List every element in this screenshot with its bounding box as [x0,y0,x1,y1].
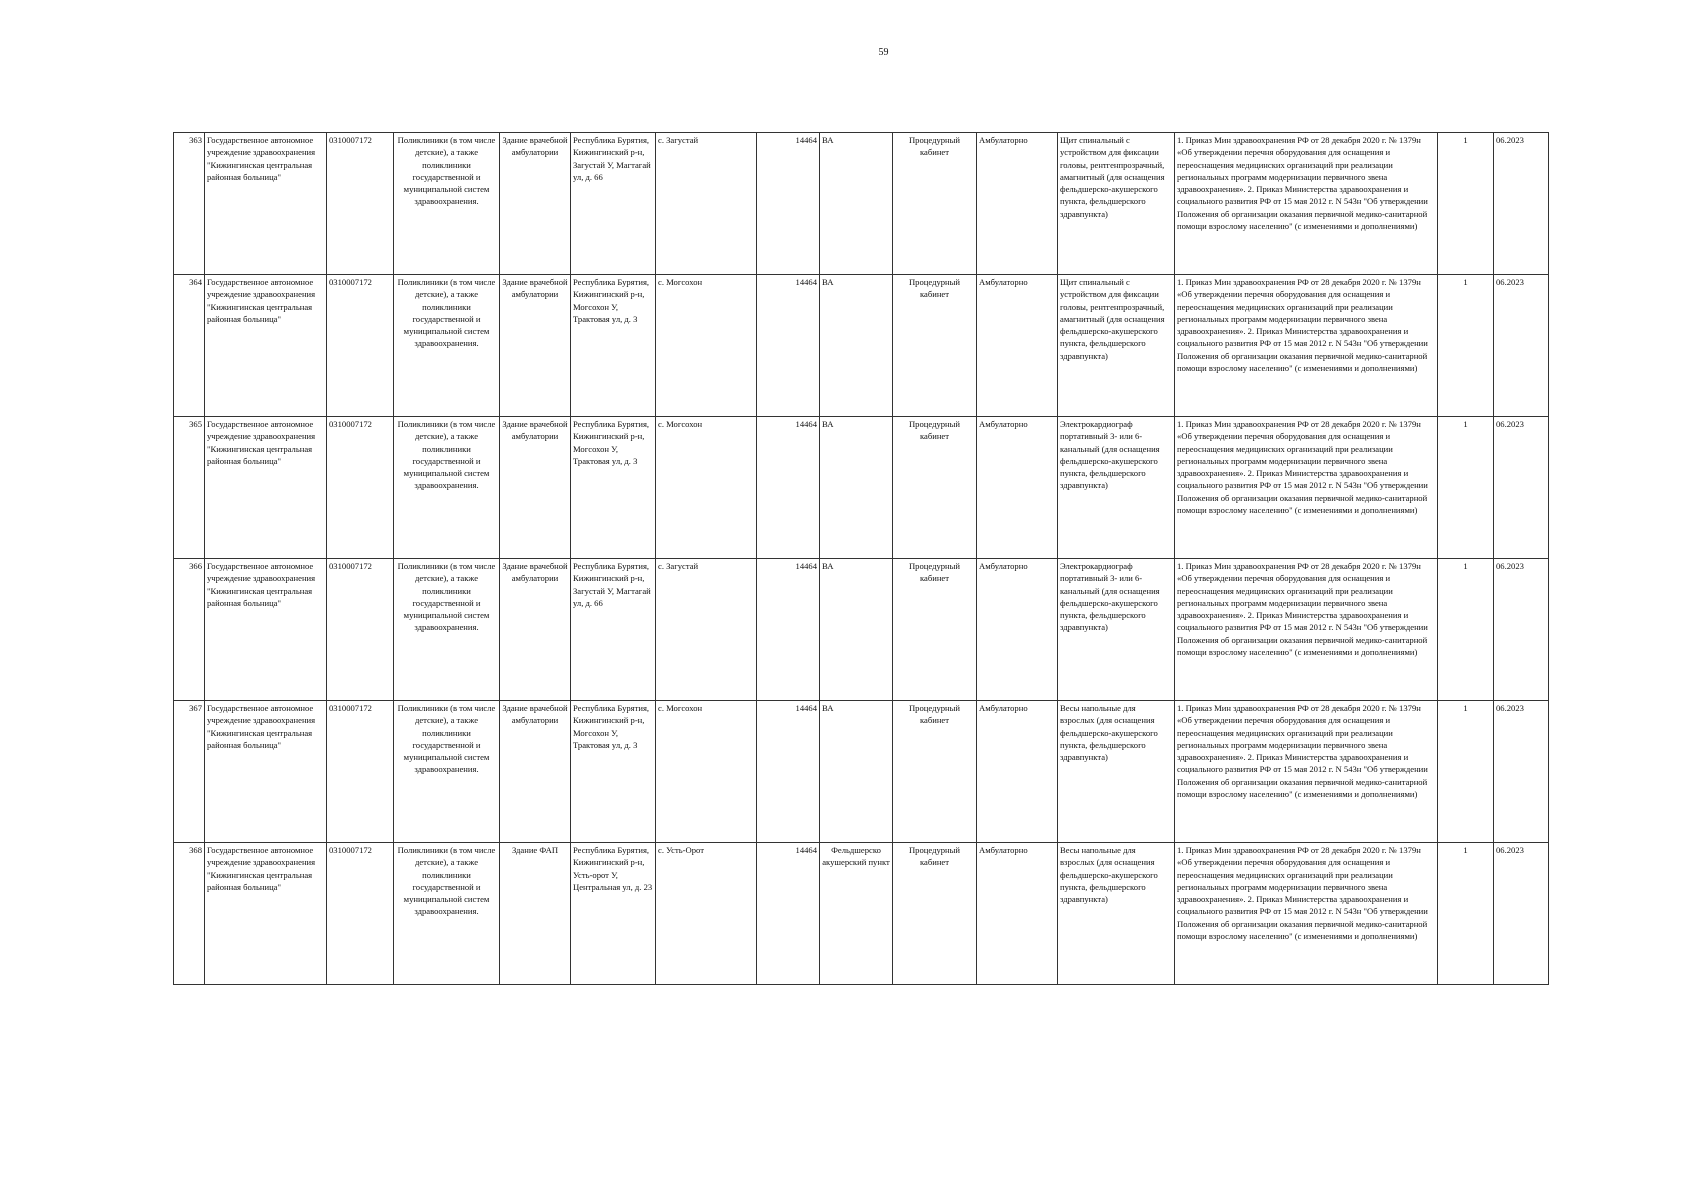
code: 14464 [757,701,820,843]
address: Республика Бурятия, Кижингинский р-н, Усть-орот У, Центральная ул, д. 23 [571,843,656,985]
date: 06.2023 [1494,559,1549,701]
organization-name: Государственное автономное учреждение здравоохранения "Кижингинская центральная районная больница" [205,275,327,417]
organization-name: Государственное автономное учреждение здравоохранения "Кижингинская центральная районная больница" [205,843,327,985]
settlement: с. Могсохон [656,417,757,559]
care-type: Амбулаторно [977,417,1058,559]
table-row [174,701,1549,843]
date: 06.2023 [1494,701,1549,843]
legal-basis: 1. Приказ Мин здравоохранения РФ от 28 декабря 2020 г. № 1379н «Об утверждении перечня оборудования для оснащения и переоснащения медицинских организаций при реализации региональных программ модернизации первичного звена здравоохранения». 2. Приказ Министерства здравоохранения и социального развития РФ от 15 мая 2012 г. N 543н "Об утверждении Положения об организации оказания первичной медико-санитарной помощи взрослому населению" (с изменениями и дополнениями) [1175,843,1438,985]
quantity: 1 [1438,559,1494,701]
settlement: с. Загустай [656,133,757,275]
legal-basis: 1. Приказ Мин здравоохранения РФ от 28 декабря 2020 г. № 1379н «Об утверждении перечня оборудования для оснащения и переоснащения медицинских организаций при реализации региональных программ модернизации первичного звена здравоохранения». 2. Приказ Министерства здравоохранения и социального развития РФ от 15 мая 2012 г. N 543н "Об утверждении Положения об организации оказания первичной медико-санитарной помощи взрослому населению" (с изменениями и дополнениями) [1175,559,1438,701]
cabinet: Процедурный кабинет [893,417,977,559]
cabinet: Процедурный кабинет [893,133,977,275]
unit: ВА [820,417,893,559]
code: 14464 [757,559,820,701]
unit: ВА [820,133,893,275]
row-number: 363 [174,133,205,275]
address: Республика Бурятия, Кижингинский р-н, Могсохон У, Трактовая ул, д. 3 [571,417,656,559]
cabinet: Процедурный кабинет [893,559,977,701]
settlement: с. Могсохон [656,275,757,417]
cabinet: Процедурный кабинет [893,701,977,843]
organization-name: Государственное автономное учреждение здравоохранения "Кижингинская центральная районная больница" [205,559,327,701]
equipment: Весы напольные для взрослых (для оснащения фельдшерско-акушерского пункта, фельдшерского здравпункта) [1058,843,1175,985]
unit: ВА [820,701,893,843]
building: Здание врачебной амбулатории [500,701,571,843]
care-type: Амбулаторно [977,701,1058,843]
date: 06.2023 [1494,275,1549,417]
legal-basis: 1. Приказ Мин здравоохранения РФ от 28 декабря 2020 г. № 1379н «Об утверждении перечня оборудования для оснащения и переоснащения медицинских организаций при реализации региональных программ модернизации первичного звена здравоохранения». 2. Приказ Министерства здравоохранения и социального развития РФ от 15 мая 2012 г. N 543н "Об утверждении Положения об организации оказания первичной медико-санитарной помощи взрослому населению" (с изменениями и дополнениями) [1175,133,1438,275]
address: Республика Бурятия, Кижингинский р-н, Загустай У, Магтагай ул, д. 66 [571,133,656,275]
organization-name: Государственное автономное учреждение здравоохранения "Кижингинская центральная районная больница" [205,417,327,559]
code: 14464 [757,417,820,559]
inn: 0310007172 [327,133,394,275]
date: 06.2023 [1494,417,1549,559]
unit: ВА [820,559,893,701]
unit: ВА [820,275,893,417]
organization-name: Государственное автономное учреждение здравоохранения "Кижингинская центральная районная больница" [205,701,327,843]
unit: Фельдшерско акушерский пункт [820,843,893,985]
inn: 0310007172 [327,417,394,559]
facility-type: Поликлиники (в том числе детские), а также поликлиники государственной и муниципальной систем здравоохранения. [394,701,500,843]
equipment: Весы напольные для взрослых (для оснащения фельдшерско-акушерского пункта, фельдшерского здравпункта) [1058,701,1175,843]
settlement: с. Могсохон [656,701,757,843]
facility-type: Поликлиники (в том числе детские), а также поликлиники государственной и муниципальной систем здравоохранения. [394,559,500,701]
care-type: Амбулаторно [977,133,1058,275]
facility-type: Поликлиники (в том числе детские), а также поликлиники государственной и муниципальной систем здравоохранения. [394,843,500,985]
table-row [174,417,1549,559]
equipment: Щит спинальный с устройством для фиксации головы, рентгенпрозрачный, амагнитный (для оснащения фельдшерско-акушерского пункта, фельдшерского здравпункта) [1058,275,1175,417]
building: Здание врачебной амбулатории [500,417,571,559]
equipment: Электрокардиограф портативный 3- или 6-канальный (для оснащения фельдшерско-акушерского пункта, фельдшерского здравпункта) [1058,559,1175,701]
code: 14464 [757,275,820,417]
facility-type: Поликлиники (в том числе детские), а также поликлиники государственной и муниципальной систем здравоохранения. [394,275,500,417]
quantity: 1 [1438,843,1494,985]
facility-type: Поликлиники (в том числе детские), а также поликлиники государственной и муниципальной систем здравоохранения. [394,417,500,559]
table-row [174,843,1549,985]
building: Здание врачебной амбулатории [500,275,571,417]
date: 06.2023 [1494,843,1549,985]
inn: 0310007172 [327,275,394,417]
row-number: 368 [174,843,205,985]
code: 14464 [757,133,820,275]
row-number: 364 [174,275,205,417]
row-number: 365 [174,417,205,559]
organization-name: Государственное автономное учреждение здравоохранения "Кижингинская центральная районная больница" [205,133,327,275]
quantity: 1 [1438,133,1494,275]
legal-basis: 1. Приказ Мин здравоохранения РФ от 28 декабря 2020 г. № 1379н «Об утверждении перечня оборудования для оснащения и переоснащения медицинских организаций при реализации региональных программ модернизации первичного звена здравоохранения». 2. Приказ Министерства здравоохранения и социального развития РФ от 15 мая 2012 г. N 543н "Об утверждении Положения об организации оказания первичной медико-санитарной помощи взрослому населению" (с изменениями и дополнениями) [1175,701,1438,843]
row-number: 366 [174,559,205,701]
care-type: Амбулаторно [977,275,1058,417]
equipment: Щит спинальный с устройством для фиксации головы, рентгенпрозрачный, амагнитный (для оснащения фельдшерско-акушерского пункта, фельдшерского здравпункта) [1058,133,1175,275]
inn: 0310007172 [327,843,394,985]
care-type: Амбулаторно [977,559,1058,701]
legal-basis: 1. Приказ Мин здравоохранения РФ от 28 декабря 2020 г. № 1379н «Об утверждении перечня оборудования для оснащения и переоснащения медицинских организаций при реализации региональных программ модернизации первичного звена здравоохранения». 2. Приказ Министерства здравоохранения и социального развития РФ от 15 мая 2012 г. N 543н "Об утверждении Положения об организации оказания первичной медико-санитарной помощи взрослому населению" (с изменениями и дополнениями) [1175,275,1438,417]
code: 14464 [757,843,820,985]
settlement: с. Загустай [656,559,757,701]
table-row [174,133,1549,275]
cabinet: Процедурный кабинет [893,843,977,985]
facility-type: Поликлиники (в том числе детские), а также поликлиники государственной и муниципальной систем здравоохранения. [394,133,500,275]
legal-basis: 1. Приказ Мин здравоохранения РФ от 28 декабря 2020 г. № 1379н «Об утверждении перечня оборудования для оснащения и переоснащения медицинских организаций при реализации региональных программ модернизации первичного звена здравоохранения». 2. Приказ Министерства здравоохранения и социального развития РФ от 15 мая 2012 г. N 543н "Об утверждении Положения об организации оказания первичной медико-санитарной помощи взрослому населению" (с изменениями и дополнениями) [1175,417,1438,559]
care-type: Амбулаторно [977,843,1058,985]
cabinet: Процедурный кабинет [893,275,977,417]
quantity: 1 [1438,417,1494,559]
equipment-table [173,132,1549,985]
building: Здание ФАП [500,843,571,985]
quantity: 1 [1438,701,1494,843]
page-number: 59 [878,47,889,58]
inn: 0310007172 [327,559,394,701]
address: Республика Бурятия, Кижингинский р-н, Могсохон У, Трактовая ул, д. 3 [571,275,656,417]
equipment: Электрокардиограф портативный 3- или 6-канальный (для оснащения фельдшерско-акушерского пункта, фельдшерского здравпункта) [1058,417,1175,559]
building: Здание врачебной амбулатории [500,133,571,275]
address: Республика Бурятия, Кижингинский р-н, Загустай У, Магтагай ул, д. 66 [571,559,656,701]
table-row [174,559,1549,701]
date: 06.2023 [1494,133,1549,275]
address: Республика Бурятия, Кижингинский р-н, Могсохон У, Трактовая ул, д. 3 [571,701,656,843]
inn: 0310007172 [327,701,394,843]
table-row [174,275,1549,417]
settlement: с. Усть-Орот [656,843,757,985]
quantity: 1 [1438,275,1494,417]
building: Здание врачебной амбулатории [500,559,571,701]
row-number: 367 [174,701,205,843]
